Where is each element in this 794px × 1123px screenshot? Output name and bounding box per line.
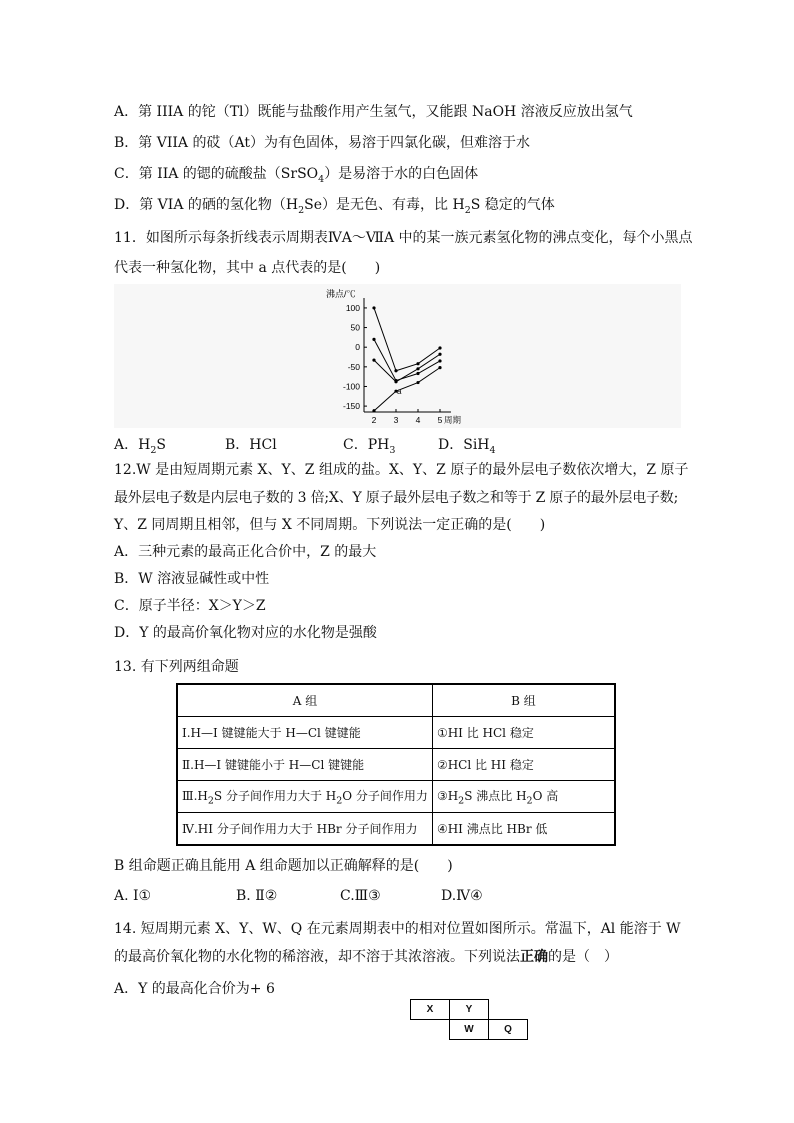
q11-option-b: B．HCl	[225, 437, 277, 453]
group-a-cell: $Ⅲ.H_2S$ 分子间作用力大于 $H_2O$ 分子间作用力	[177, 781, 432, 813]
element-cell-q: Q	[488, 1019, 528, 1040]
q10-option-c: C．第 IIA 的锶的硫酸盐（SrSO$_4$）是易溶于水的白色固体	[114, 166, 479, 185]
table-row	[177, 813, 615, 846]
boiling-point-chart	[114, 284, 681, 428]
q14-stem-line1: 14. 短周期元素 X、Y、W、Q 在元素周期表中的相对位置如图所示。常温下，Al 能溶于 W	[114, 921, 681, 937]
data-point	[416, 367, 419, 370]
q13-option-a: A. Ⅰ①	[114, 888, 152, 904]
data-point	[416, 362, 419, 365]
group-b-header: B 组	[432, 684, 615, 717]
element-cell-y: Y	[449, 999, 489, 1020]
data-point	[438, 346, 441, 349]
table-row	[177, 749, 615, 781]
data-point	[438, 353, 441, 356]
series-line	[374, 368, 440, 411]
group-b-cell: ①HI 比 HCl 稳定	[432, 717, 615, 749]
group-a-cell: Ⅱ.H—I 键键能小于 H—Cl 键键能	[177, 749, 432, 781]
q11-option-c: C．$PH_3$	[343, 437, 396, 456]
q12-stem-line1: 12.W 是由短周期元素 X、Y、Z 组成的盐。X、Y、Z 原子的最外层电子数依次增大，Z 原子	[114, 462, 689, 478]
q13-stem: 13. 有下列两组命题	[114, 659, 239, 675]
data-point	[416, 372, 419, 375]
q12-option-d: D．Y 的最高价氧化物对应的水化物是强酸	[114, 625, 377, 641]
q11-stem-line2: 代表一种氢化物，其中 a 点代表的是( )	[114, 260, 381, 276]
element-cell-w: W	[449, 1019, 489, 1040]
data-point	[438, 359, 441, 362]
q13-option-b: B. Ⅱ②	[236, 888, 278, 904]
group-b-cell: ②HCl 比 HI 稳定	[432, 749, 615, 781]
table-header-row	[177, 684, 615, 717]
group-a-cell: Ⅳ.HI 分子间作用力大于 HBr 分子间作用力	[177, 813, 432, 846]
y-axis-label: 沸点/℃	[326, 289, 356, 299]
group-b-cell: ④HI 沸点比 HBr 低	[432, 813, 615, 846]
q13-option-c: C.Ⅲ③	[340, 888, 381, 904]
q13-option-d: D.Ⅳ④	[441, 888, 483, 904]
x-tick-label: 3	[393, 415, 399, 425]
point-a-label: a	[397, 387, 402, 397]
q14-stem-line2: 的最高价氧化物的水化物的稀溶液，却不溶于其浓溶液。下列说法正确的是（ ）	[114, 949, 618, 965]
x-tick-label: 2	[371, 415, 377, 425]
y-tick-label: 100	[345, 302, 360, 313]
data-point	[372, 409, 375, 412]
q10-option-b: B．第 VIIA 的砹（At）为有色固体，易溶于四氯化碳，但难溶于水	[114, 135, 530, 151]
x-axis-label: 周期	[444, 415, 462, 425]
y-tick-label: -150	[342, 401, 360, 412]
table-row	[177, 781, 615, 813]
y-tick-label: 0	[355, 342, 360, 353]
q11-option-d: D．SiH$_4$	[438, 437, 496, 456]
y-tick-label: 50	[350, 322, 360, 333]
proposition-table	[176, 683, 616, 846]
q12-stem-line2: 最外层电子数是内层电子数的 3 倍;X、Y 原子最外层电子数之和等于 Z 原子的最外层电子数;	[114, 490, 679, 506]
data-point	[372, 338, 375, 341]
group-a-header: A 组	[177, 684, 432, 717]
group-a-cell: Ⅰ.H—I 键键能大于 H—Cl 键键能	[177, 717, 432, 749]
q11-stem-line1: 11．如图所示每条折线表示周期表ⅣA～ⅦA 中的某一族元素氢化物的沸点变化，每个小黑点	[114, 230, 693, 246]
q10-option-a: A．第 IIIA 的铊（Tl）既能与盐酸作用产生氢气，又能跟 NaOH 溶液反应放出氢气	[114, 104, 633, 120]
y-tick-label: -100	[342, 381, 360, 392]
q12-option-a: A．三种元素的最高正化合价中，Z 的最大	[114, 544, 377, 560]
q12-option-b: B．W 溶液显碱性或中性	[114, 571, 270, 587]
table-row	[177, 717, 615, 749]
q11-option-a: A．$H_2S$	[114, 437, 166, 456]
data-point	[372, 359, 375, 362]
boiling-point-chart-area	[114, 284, 681, 428]
data-point	[372, 306, 375, 309]
data-point	[416, 381, 419, 384]
q10-option-d: D．第 VIA 的硒的氢化物$(H_2Se)$是无色、有毒，比 $H_2S$ 稳定的气体	[114, 197, 555, 216]
element-cell-x: X	[410, 999, 450, 1020]
group-b-cell: $③H_2S$ 沸点比 $H_2O$ 高	[432, 781, 615, 813]
data-point	[438, 366, 441, 369]
x-tick-label: 4	[415, 415, 421, 425]
q13-question: B 组命题正确且能用 A 组命题加以正确解释的是( )	[114, 858, 453, 874]
x-tick-label: 5	[437, 415, 443, 425]
q14-option-a: A．Y 的最高化合价为+ 6	[114, 981, 275, 997]
q12-option-c: C．原子半径：X＞Y＞Z	[114, 598, 266, 614]
y-tick-label: -50	[347, 361, 360, 372]
data-point	[394, 380, 397, 383]
data-point	[394, 369, 397, 372]
q12-stem-line3: Y、Z 同周期且相邻，但与 X 不同周期。下列说法一定正确的是( )	[114, 517, 546, 533]
